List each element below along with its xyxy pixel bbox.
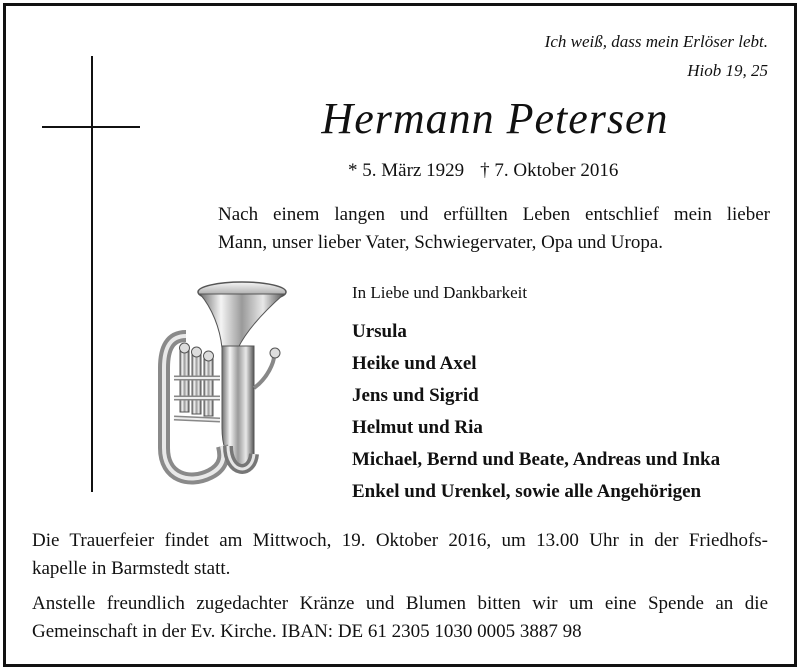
funeral-line: kapelle in Barmstedt statt. (32, 558, 231, 579)
donation-line: Anstelle freundlich zugedachter Kränze und Blumen bitten wir um eine Spende an die (32, 593, 768, 614)
birth-date: * 5. März 1929 (348, 160, 465, 181)
donation-notice (32, 590, 768, 646)
mourner-name: Enkel und Urenkel, sowie alle Angehörigen (352, 481, 702, 502)
mourners-list (352, 316, 720, 508)
deceased-name: Hermann Petersen (321, 94, 669, 143)
intro-line: Mann, unser lieber Vater, Schwiegervater, Opa und Uropa. (218, 232, 664, 253)
mourner-name: Ursula (352, 321, 407, 342)
mourner-name: Heike und Axel (352, 353, 477, 374)
donation-line: Gemeinschaft in der Ev. Kirche. IBAN: DE 61 2305 1030 0005 3887 98 (32, 621, 582, 642)
death-date: † 7. Oktober 2016 (480, 160, 619, 181)
funeral-notice (32, 527, 768, 583)
life-dates (348, 160, 618, 182)
tuba-icon (150, 278, 310, 488)
funeral-line: Die Trauerfeier findet am Mittwoch, 19. Oktober 2016, um 13.00 Uhr in der Friedhofs- (32, 530, 768, 551)
intro-line: Nach einem langen und erfüllten Leben entschlief mein lieber (218, 204, 770, 225)
signoff-text: In Liebe und Dankbarkeit (352, 283, 528, 302)
mourner-name: Helmut und Ria (352, 417, 483, 438)
mourner-name: Jens und Sigrid (352, 385, 479, 406)
bible-verse-reference: Hiob 19, 25 (687, 61, 768, 80)
intro-text (218, 201, 770, 257)
mourner-name: Michael, Bernd und Beate, Andreas und Inka (352, 449, 721, 470)
bible-verse: Ich weiß, dass mein Erlöser lebt. (544, 32, 768, 51)
